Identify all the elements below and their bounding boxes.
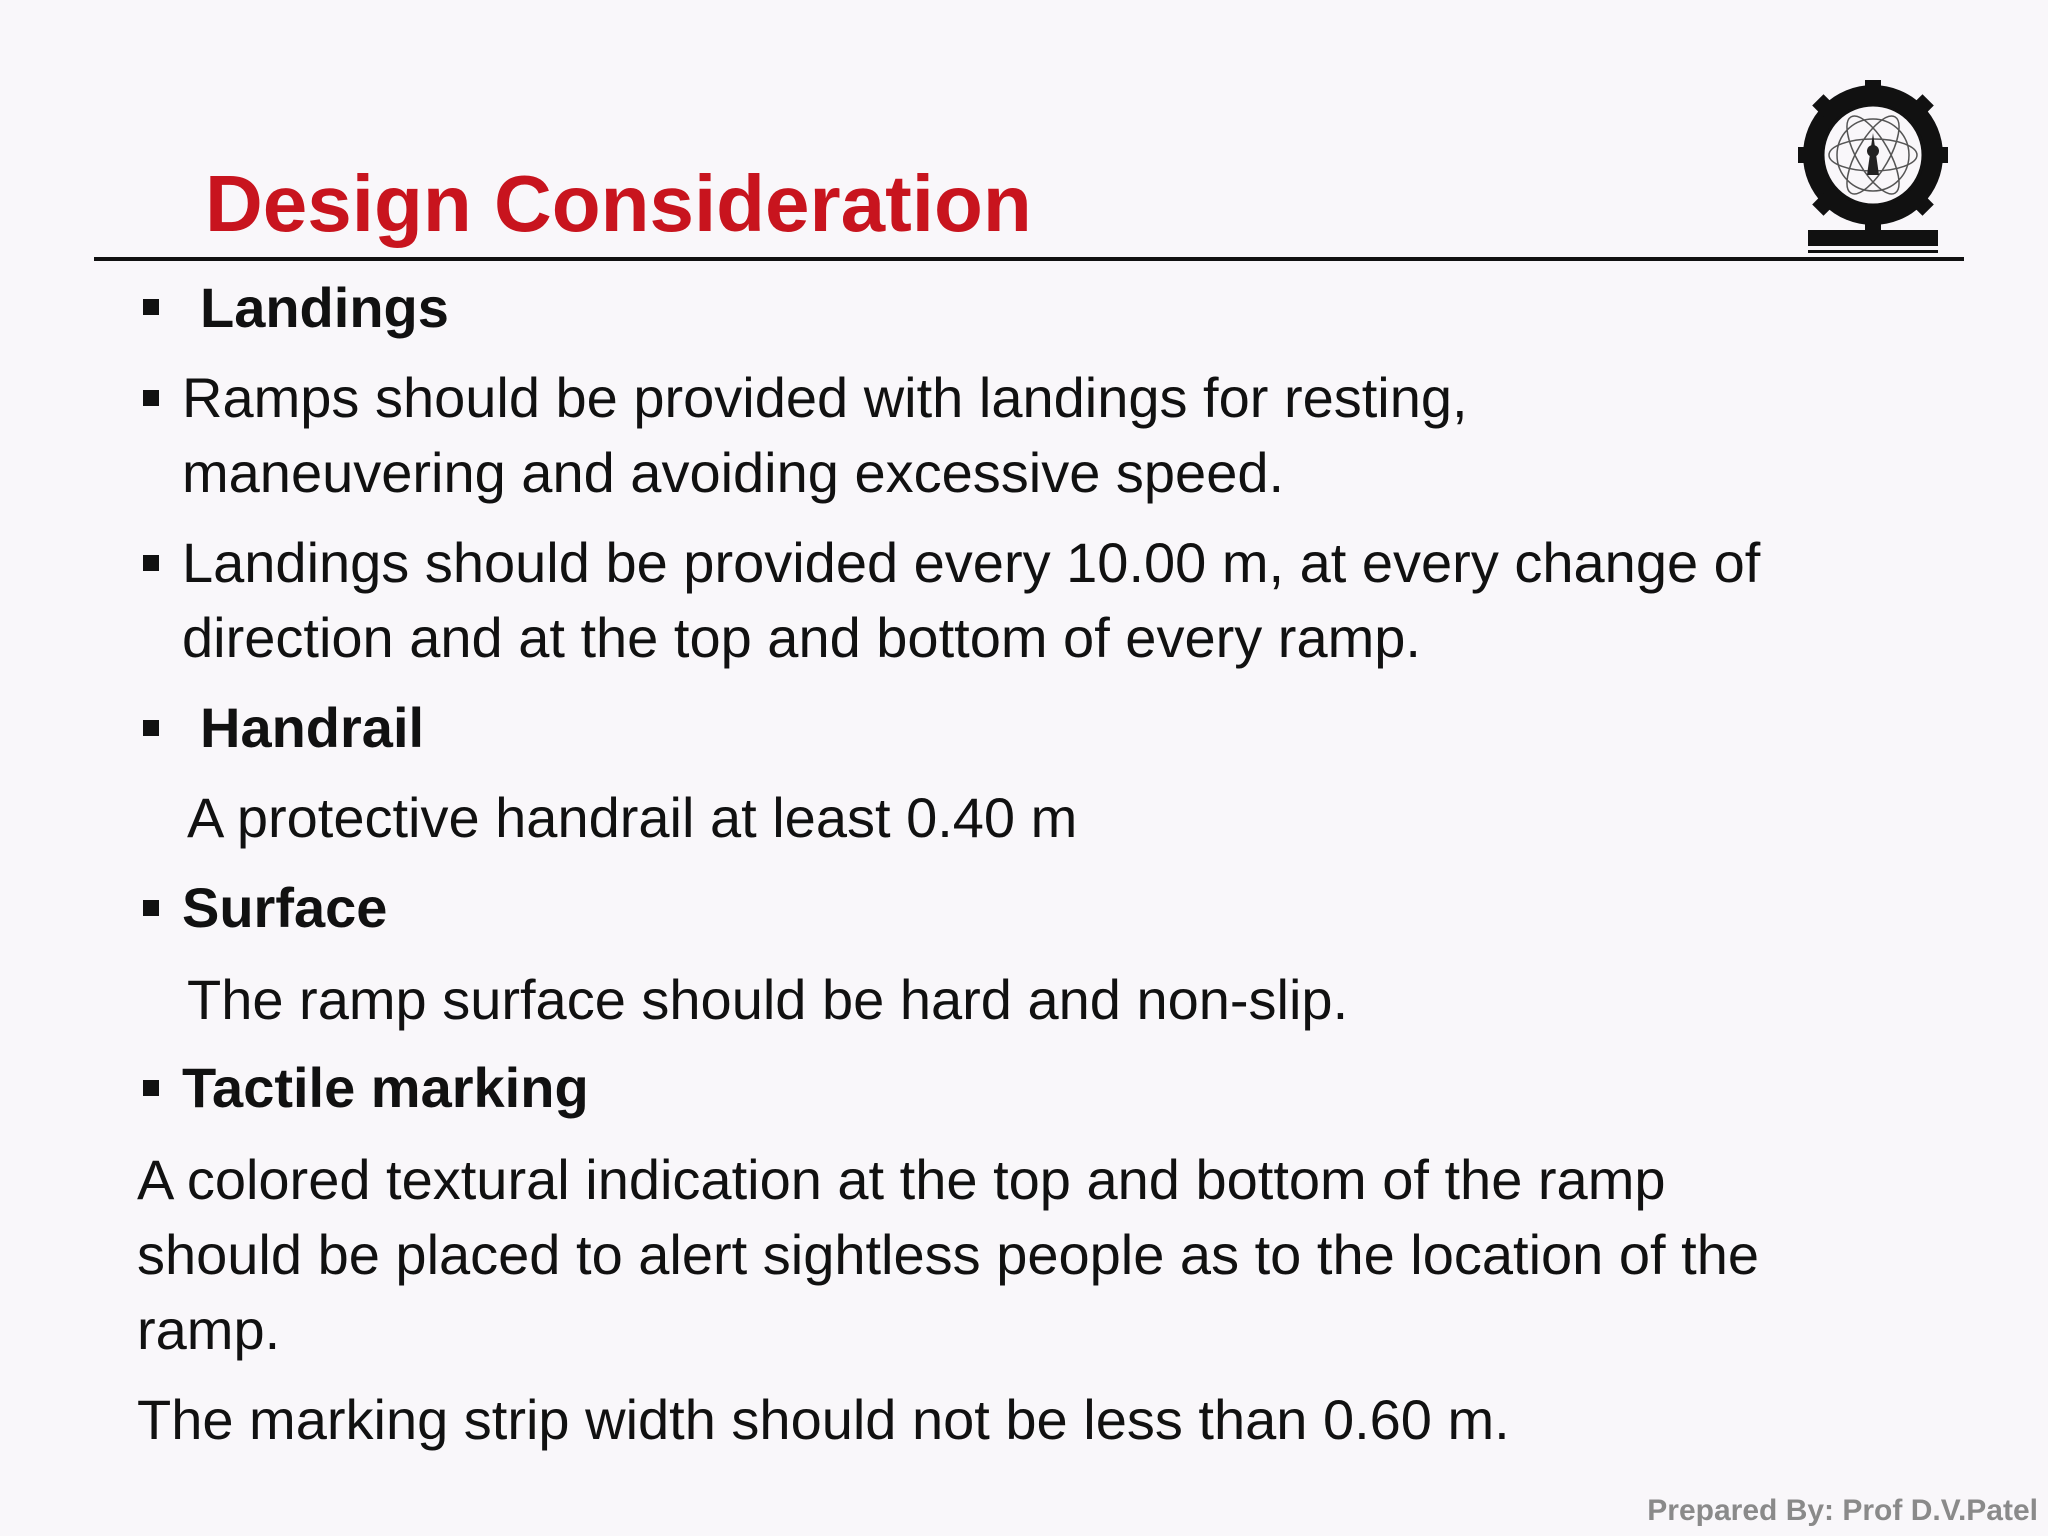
heading-handrail: Handrail: [200, 696, 425, 759]
heading-tactile-marking: Tactile marking: [182, 1056, 589, 1119]
title-divider: [94, 257, 1964, 261]
slide-title: Design Consideration: [205, 159, 1032, 248]
bullet-marker: [143, 555, 159, 571]
surface-text: The ramp surface should be hard and non-slip.: [187, 968, 1349, 1031]
bullet-marker: [143, 390, 159, 406]
bullet-marker: [143, 720, 159, 736]
tactile-line-2: should be placed to alert sightless people as to the location of the: [137, 1223, 1759, 1286]
bullet-marker: [143, 900, 159, 916]
footer-credit: Prepared By: Prof D.V.Patel: [1647, 1494, 2038, 1527]
landings-bullet-1-line-2: maneuvering and avoiding excessive speed.: [182, 441, 1285, 504]
bullet-marker: [143, 299, 159, 315]
landings-bullet-2-line-1: Landings should be provided every 10.00 m, at every change of: [182, 531, 1761, 594]
bullet-marker: [143, 1080, 159, 1096]
handrail-text: A protective handrail at least 0.40 m: [187, 786, 1078, 849]
heading-surface: Surface: [182, 876, 388, 939]
institute-seal-icon: [1798, 80, 1948, 255]
heading-landings: Landings: [200, 276, 449, 339]
landings-bullet-1-line-1: Ramps should be provided with landings for resting,: [182, 366, 1468, 429]
tactile-line-3: ramp.: [137, 1298, 281, 1361]
tactile-note: The marking strip width should not be less than 0.60 m.: [137, 1388, 1510, 1451]
tactile-line-1: A colored textural indication at the top and bottom of the ramp: [137, 1148, 1666, 1211]
landings-bullet-2-line-2: direction and at the top and bottom of every ramp.: [182, 606, 1421, 669]
